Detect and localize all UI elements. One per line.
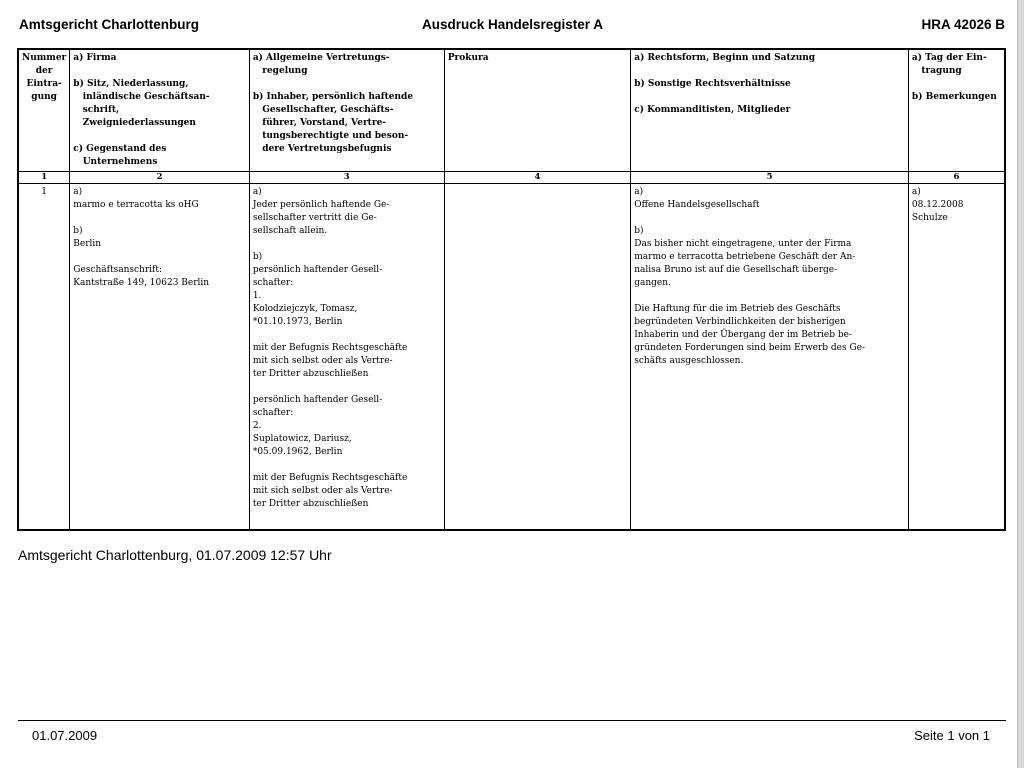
page-counter: Seite 1 von 1 [914, 728, 990, 743]
column-number: 5 [631, 172, 909, 184]
cell-prokura [444, 184, 631, 530]
header-cell-entry-date: a) Tag der Ein- tragung b) Bemerkungen [908, 49, 1005, 172]
footer-date: 01.07.2009 [32, 728, 98, 743]
cell-entry-date: a) 08.12.2008 Schulze [908, 184, 1005, 530]
column-number: 4 [444, 172, 631, 184]
table-header-row [18, 49, 1005, 172]
header-cell-entry-number: Nummer der Eintra- gung [18, 49, 70, 172]
viewer-scrollbar-edge[interactable] [1017, 0, 1024, 768]
column-number: 1 [18, 172, 70, 184]
header-cell-firm: a) Firma b) Sitz, Niederlassung, inländische Geschäftsan- schrift, Zweigniederlassungen c) Gegenstand des Unternehmens [70, 49, 250, 172]
register-table [17, 48, 1006, 531]
header-cell-legal-form: a) Rechtsform, Beginn und Satzung b) Sonstige Rechtsverhältnisse c) Kommanditisten, Mitglieder [631, 49, 909, 172]
cell-representation: a) Jeder persönlich haftende Ge- sellschafter vertritt die Ge- sellschaft allein. b) persönlich haftender Gesell- schafter: 1. Kolodziejczyk, Tomasz, *01.10.1973, Berlin mit der Befugnis Rechtsgeschäfte mit sich selbst oder als Vertre- ter Dritter abzuschließen persönlich haftender Gesell- schafter: 2. Suplatowicz, Dariusz, *05.09.1962, Berlin mit der Befugnis Rechtsgeschäfte mit sich selbst oder als Vertre- ter Dritter abzuschließen [249, 184, 444, 530]
print-info: Amtsgericht Charlottenburg, 01.07.2009 12:57 Uhr [18, 547, 332, 563]
document-title: Ausdruck Handelsregister A [422, 17, 604, 32]
column-number: 6 [908, 172, 1005, 184]
cell-entry-number: 1 [18, 184, 70, 530]
court-name: Amtsgericht Charlottenburg [19, 17, 200, 32]
cell-legal-form: a) Offene Handelsgesellschaft b) Das bisher nicht eingetragene, unter der Firma marmo e terracotta betriebene Geschäft der An- nalisa Bruno ist auf die Gesellschaft überge- gangen. Die Haftung für die im Betrieb des Geschäfts begründeten Verbindlichkeiten der bisherigen Inhaberin und der Übergang der im Betrieb be- gründeten Forderungen sind beim Erwerb des Ge- schäfts ausgeschlossen. [631, 184, 909, 530]
header-cell-prokura: Prokura [444, 49, 631, 172]
register-number: HRA 42026 B [921, 17, 1005, 32]
column-number: 3 [249, 172, 444, 184]
cell-firm: a) marmo e terracotta ks oHG b) Berlin Geschäftsanschrift: Kantstraße 149, 10623 Berlin [70, 184, 250, 530]
table-row [18, 184, 1005, 530]
column-number-row [18, 172, 1005, 184]
header-cell-representation: a) Allgemeine Vertretungs- regelung b) Inhaber, persönlich haftende Gesellschafter, Geschäfts- führer, Vorstand, Vertre- tungsberechtigte und beson- dere Vertretungsbefugnis [249, 49, 444, 172]
page-header [19, 17, 1005, 37]
footer-divider [18, 720, 1006, 721]
column-number: 2 [70, 172, 250, 184]
